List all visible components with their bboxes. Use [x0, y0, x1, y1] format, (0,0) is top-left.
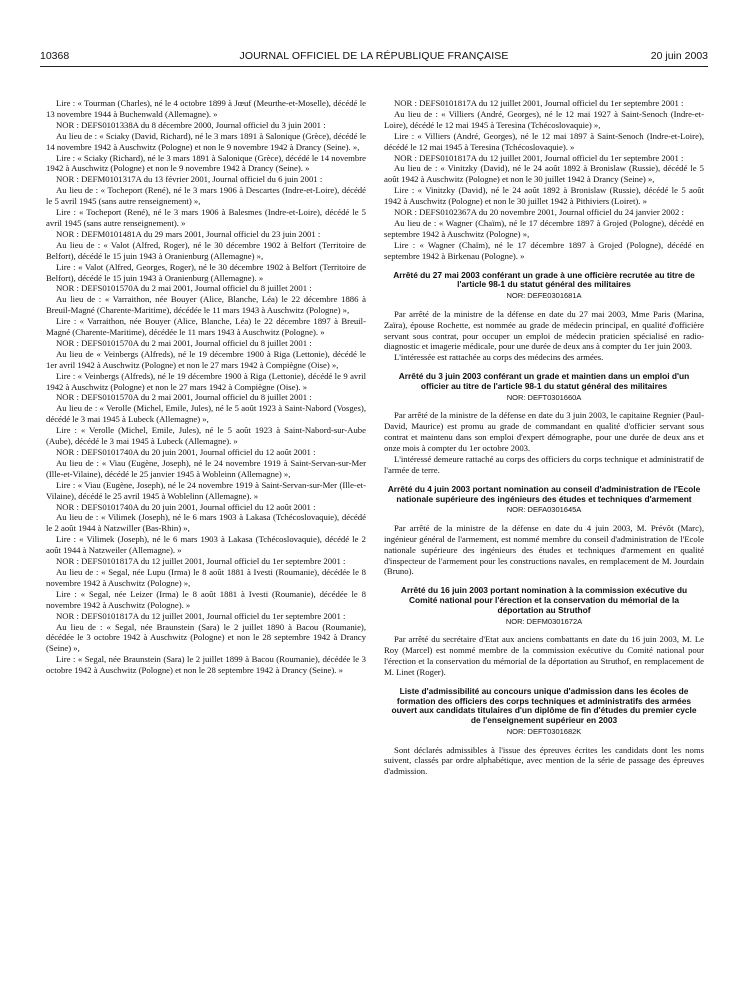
- correction-paragraph: Au lieu de : « Segal, née Braunstein (Sara) le 2 juillet 1890 à Bacou (Roumanie), décédée le 3 octobre 1942 à Auschwitz (Pologne) et non le 28 septembre 1942 à Drancy (Seine) »,: [46, 621, 366, 654]
- correction-paragraph: Au lieu de : « Vinitzky (David), né le 24 août 1892 à Bronislaw (Russie), décédé le 5 août 1942 à Auschwitz (Pologne) et non le 30 juillet 1942 à Drancy (Seine) »,: [384, 163, 704, 185]
- correction-paragraph: Au lieu de : « Villiers (André, Georges), né le 12 mai 1927 à Saint-Senoch (Indre-et-Loire), décédé le 12 mai 1945 à Teresina (Tchécoslovaquie) »,: [384, 108, 704, 130]
- decree-paragraph: Sont déclarés admissibles à l'issue des épreuves écrites les candidats dont les noms suivent, classés par ordre alphabétique, avec mention de la série de passage des épreuves d'admission.: [384, 744, 704, 777]
- correction-paragraph: Lire : « Verolle (Michel, Emile, Jules), né le 5 août 1923 à Saint-Nabord-sur-Aube (Aube), décédé le 3 mai 1945 à Lubeck (Allemagne). »: [46, 425, 366, 447]
- correction-reference: NOR : DEFS0101740A du 20 juin 2001, Journal officiel du 12 août 2001 :: [56, 447, 316, 457]
- correction-paragraph: Au lieu de : « Wagner (Chaïm), né le 17 décembre 1897 à Grojed (Pologne), décédé en septembre 1942 à Auschwitz (Pologne) »,: [384, 217, 704, 239]
- correction-reference: NOR : DEFS0101817A du 12 juillet 2001, Journal officiel du 1er septembre 2001 :: [56, 610, 346, 621]
- decree-title: Arrêté du 4 juin 2003 portant nomination au conseil d'administration de l'Ecole nationale supérieure des ingénieurs des études et techniques d'armement: [387, 483, 701, 504]
- correction-paragraph: Au lieu de : « Verolle (Michel, Emile, Jules), né le 5 août 1923 à Saint-Nabord (Vosges), décédé le 3 mai 1945 à Lubeck (Allemagne) »,: [46, 403, 366, 425]
- decree-nor: NOR: DEFT0301682K: [506, 727, 582, 737]
- left-column: [46, 98, 366, 676]
- correction-paragraph: Lire : « Vilimek (Joseph), né le 6 mars 1903 à Lakasa (Tchécoslovaquie), décédé le 2 août 1944 à Natzweiler (Allemagne). »: [46, 534, 366, 556]
- decree-title: Arrêté du 27 mai 2003 conférant un grade à une officière recrutée au titre de l'article 98-1 du statut général des militaires: [393, 269, 695, 290]
- correction-reference: NOR : DEFS0101817A du 12 juillet 2001, Journal officiel du 1er septembre 2001 :: [56, 556, 346, 567]
- correction-reference: NOR : DEFS0101817A du 12 juillet 2001, Journal officiel du 1er septembre 2001 :: [394, 152, 684, 163]
- correction-reference: NOR : DEFS0101817A du 12 juillet 2001, Journal officiel du 1er septembre 2001 :: [394, 98, 684, 108]
- decree-title: Arrêté du 16 juin 2003 portant nomination à la commission exécutive du Comité national pour l'érection et la conservation du mémorial de la déportation au Struthof: [400, 585, 688, 615]
- page-header: [40, 50, 708, 66]
- correction-paragraph: Au lieu de : « Viau (Eugène, Joseph), né le 24 novembre 1919 à Saint-Servan-sur-Mer (Ille-et-Vilaine), décédé le 25 janvier 1945 à Wobleinn (Allemagne) »,: [46, 457, 366, 479]
- decree-paragraph: Par arrêté de la ministre de la défense en date du 4 juin 2003, M. Prévôt (Marc), ingénieur général de l'armement, est nommé membre du conseil d'administration de l'Ecole nationale supérieure des ingénieurs des études et techniques d'armement en qualité d'inspecteur de l'armement pour les constructions navales, en remplacement de M. Jourdain (Bruno).: [384, 522, 704, 577]
- correction-paragraph: Au lieu de : « Segal, née Lupu (Irma) le 8 août 1881 à Ivesti (Roumanie), décédée le 8 novembre 1942 à Auschwitz (Pologne) »,: [46, 566, 366, 588]
- correction-paragraph: Au lieu de « Veinbergs (Alfreds), né le 19 décembre 1900 à Riga (Lettonie), décédé le 1er avril 1942 à Auschwitz (Pologne) et non le 27 mars 1942 à Compiègne (Oise) »,: [46, 348, 366, 370]
- decree-nor: NOR: DEFE0301681A: [506, 291, 582, 301]
- correction-reference: NOR : DEFS0101570A du 2 mai 2001, Journal officiel du 8 juillet 2001 :: [56, 392, 312, 403]
- decree-nor: NOR: DEFM0301672A: [505, 616, 583, 626]
- correction-paragraph: Lire : « Veinbergs (Alfreds), né le 19 décembre 1900 à Riga (Lettonie), décédé le 9 avril 1942 à Auschwitz (Pologne) et non le 27 mars 1942 à Compiègne (Oise). »: [46, 370, 366, 392]
- right-column: [384, 98, 704, 777]
- decree-paragraph: Par arrêté de la ministre de la défense en date du 27 mai 2003, Mme Paris (Marina, Zaïra), épouse Rochette, est nommée au grade de médecin principal, en qualité d'officière servant sous contrat, pour occuper un emploi de médecin praticien spécialisé en radio-diagnostic et imagerie médicale, pour une durée de deux ans à compter du 1er juin 2003.: [384, 308, 704, 352]
- decree-paragraph: Par arrêté du secrétaire d'Etat aux anciens combattants en date du 16 juin 2003, M. Le Roy (Marcel) est nommé membre de la commission exécutive du Comité national pour l'érection et la conservation du mémorial de la déportation au Struthof, en remplacement de M. Linet (Roger).: [384, 634, 704, 677]
- correction-reference: NOR : DEFM0101481A du 29 mars 2001, Journal officiel du 23 juin 2001 :: [56, 228, 321, 239]
- issue-date: 20 juin 2003: [650, 50, 708, 62]
- correction-paragraph: Lire : « Varraithon, née Bouyer (Alice, Blanche, Léa) le 22 décembre 1897 à Breuil-Magné (Charente-Maritime), décédée le 11 mars 1943 à Auschwitz (Pologne). »: [46, 316, 366, 338]
- correction-reference: NOR : DEFM0101317A du 13 février 2001, Journal officiel du 6 juin 2001 :: [56, 174, 323, 185]
- decree-paragraph: L'intéressé demeure rattaché au corps des officiers du corps technique et administratif de l'armée de terre.: [384, 453, 704, 475]
- decree-title: Arrêté du 3 juin 2003 conférant un grade et maintien dans un emploi d'un officier au titre de l'article 98-1 du statut général des militaires: [398, 371, 690, 392]
- correction-paragraph: Au lieu de : « Vilimek (Joseph), né le 6 mars 1903 à Lakasa (Tchécoslovaquie), décédé le 2 août 1944 à Natzwiller (Bas-Rhin) »,: [46, 512, 366, 534]
- correction-reference: NOR : DEFS0101740A du 20 juin 2001, Journal officiel du 12 août 2001 :: [56, 501, 316, 512]
- correction-reference: NOR : DEFS0101338A du 8 décembre 2000, Journal officiel du 3 juin 2001 :: [56, 119, 326, 130]
- correction-paragraph: Lire : « Sciaky (Richard), né le 3 mars 1891 à Salonique (Grèce), décédé le 14 novembre 1942 à Auschwitz (Pologne) et non le 9 novembre 1942 à Drancy (Seine). »: [46, 152, 366, 174]
- correction-paragraph: Au lieu de : « Sciaky (David, Richard), né le 3 mars 1891 à Salonique (Grèce), décédé le 14 novembre 1942 à Auschwitz (Pologne) et non le 9 novembre 1942 à Drancy (Seine). »,: [46, 130, 366, 152]
- decree-nor: NOR: DEFA0301645A: [506, 505, 582, 515]
- correction-paragraph: Lire : « Viau (Eugène, Joseph), né le 24 novembre 1919 à Saint-Servan-sur-Mer (Ille-et-Vilaine), décédé le 25 avril 1945 à Woblelinn (Allemagne). »: [46, 479, 366, 501]
- decree-nor: NOR: DEFT0301660A: [506, 392, 582, 402]
- correction-reference: NOR : DEFS0102367A du 20 novembre 2001, Journal officiel du 24 janvier 2002 :: [394, 207, 684, 218]
- correction-paragraph: Lire : « Segal, née Leizer (Irma) le 8 août 1881 à Ivesti (Roumanie), décédée le 8 novembre 1942 à Auschwitz (Pologne). »: [46, 588, 366, 610]
- decree-title: Liste d'admissibilité au concours unique d'admission dans les écoles de formation des officiers des corps techniques et administratifs des armées ouvert aux candidats titulaires d'un diplôme de fin d'études du premier cycle de l'enseignement supérieur en 2003: [391, 685, 697, 726]
- header-rule: [40, 66, 708, 67]
- correction-paragraph: Lire : « Wagner (Chaïm), né le 17 décembre 1897 à Grojed (Pologne), décédé en septembre 1942 à Birkenau (Pologne). »: [384, 239, 704, 261]
- correction-paragraph: Lire : « Tourman (Charles), né le 4 octobre 1899 à Jœuf (Meurthe-et-Moselle), décédé le 13 novembre 1944 à Buchenwald (Allemagne). »: [46, 98, 366, 119]
- correction-paragraph: Lire : « Segal, née Braunstein (Sara) le 2 juillet 1899 à Bacou (Roumanie), décédée le 3 octobre 1942 à Auschwitz (Pologne) et non le 28 septembre 1942 à Drancy (Seine). »: [46, 654, 366, 676]
- correction-reference: NOR : DEFS0101570A du 2 mai 2001, Journal officiel du 8 juillet 2001 :: [56, 337, 312, 348]
- correction-paragraph: Au lieu de : « Tocheport (René), né le 3 mars 1906 à Descartes (Indre-et-Loire), décédé le 5 avril 1945 (sans autre renseignement) »,: [46, 185, 366, 207]
- correction-paragraph: Au lieu de : « Valot (Alfred, Roger), né le 30 décembre 1902 à Belfort (Territoire de Belfort), décédé le 15 juin 1943 à Oranienburg (Allemagne) »,: [46, 239, 366, 261]
- correction-paragraph: Lire : « Valot (Alfred, Georges, Roger), né le 30 décembre 1902 à Belfort (Territoire de Belfort), décédé le 15 juin 1943 à Oranienburg (Allemagne). »: [46, 261, 366, 283]
- correction-paragraph: Au lieu de : « Varraithon, née Bouyer (Alice, Blanche, Léa) le 22 décembre 1886 à Breuil-Magné (Charente-Maritime), décédée le 11 mars 1943 à Auschwitz (Pologne) »,: [46, 294, 366, 316]
- decree-paragraph: L'intéressée est rattachée au corps des médecins des armées.: [394, 352, 604, 363]
- journal-title: JOURNAL OFFICIEL DE LA RÉPUBLIQUE FRANÇAISE: [239, 50, 509, 62]
- decree-paragraph: Par arrêté de la ministre de la défense en date du 3 juin 2003, le capitaine Regnier (Paul-David, Maurice) est promu au grade de commandant en qualité d'officier servant sous contrat et maintenu dans son emploi d'expert démographe, pour une durée de deux ans et onze mois à compter du 1er octobre 2003.: [384, 410, 704, 454]
- correction-paragraph: Lire : « Villiers (André, Georges), né le 12 mai 1897 à Saint-Senoch (Indre-et-Loire), décédé le 12 mai 1945 à Teresina (Tchécoslovaquie). »: [384, 130, 704, 152]
- correction-reference: NOR : DEFS0101570A du 2 mai 2001, Journal officiel du 8 juillet 2001 :: [56, 283, 312, 294]
- correction-paragraph: Lire : « Tocheport (René), né le 3 mars 1906 à Balesmes (Indre-et-Loire), décédé le 5 avril 1945 (sans autre renseignement). »: [46, 207, 366, 228]
- correction-paragraph: Lire : « Vinitzky (David), né le 24 août 1892 à Bronislaw (Russie), décédé le 5 août 1942 à Auschwitz (Pologne) et non le 30 juillet 1942 à Pithiviers (Loiret). »: [384, 185, 704, 207]
- page-number: 10368: [40, 50, 70, 62]
